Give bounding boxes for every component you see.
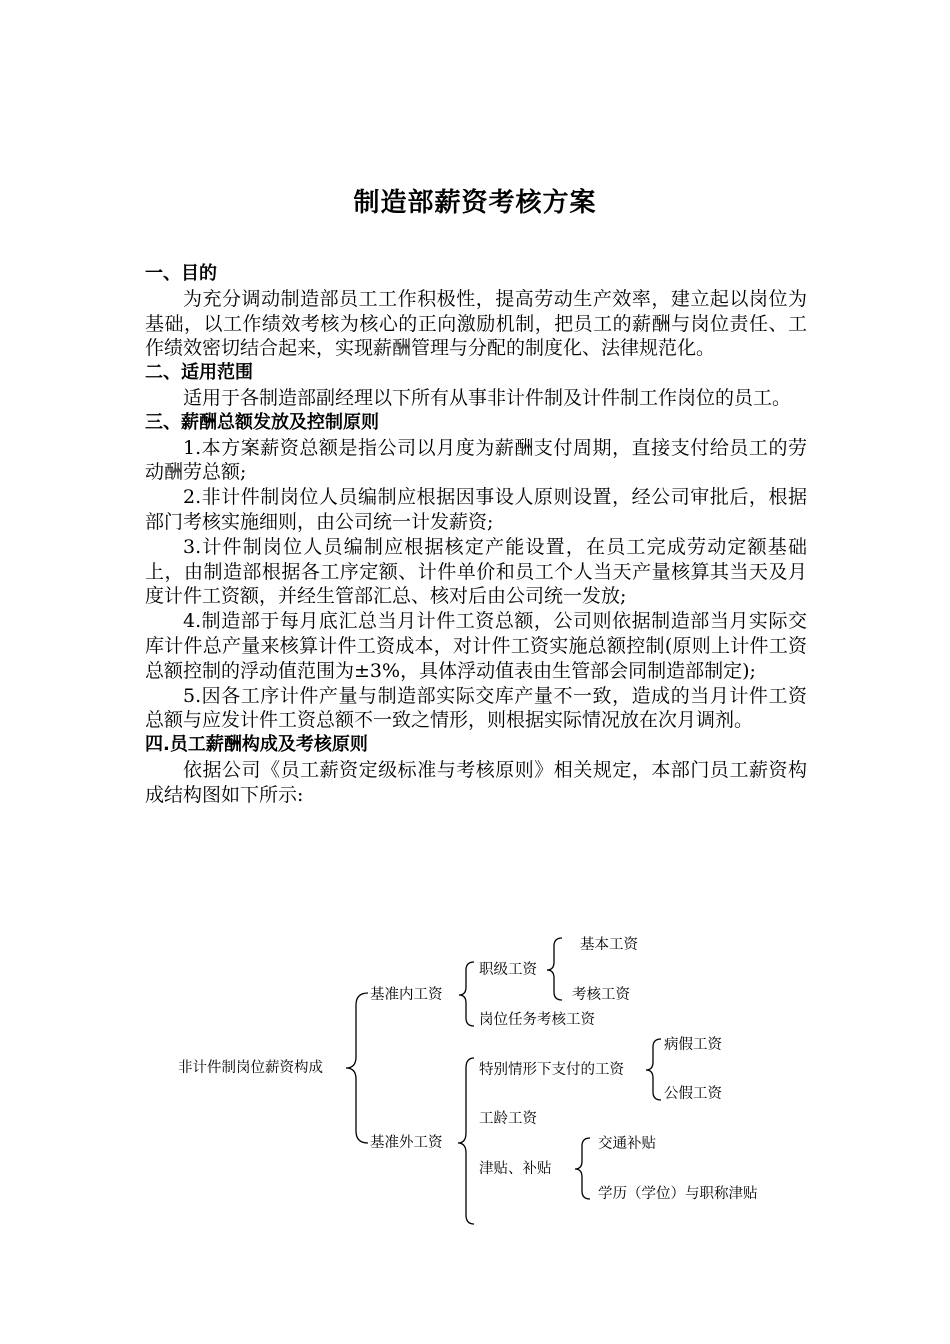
paragraph: 2.非计件制岗位人员编制应根据因事设人原则设置，经公司审批后，根据部门考核实施细则，由公司统一计发薪资;	[145, 486, 807, 533]
paragraph: 适用于各制造部副经理以下所有从事非计件制及计件制工作岗位的员工。	[183, 386, 792, 409]
page-title: 制造部薪资考核方案	[353, 188, 597, 218]
diagram-transport-allowance: 交通补贴	[598, 1136, 656, 1152]
allowance-bracket	[575, 1138, 590, 1199]
diagram-outer-wage: 基准外工资	[370, 1135, 443, 1151]
special-bracket	[646, 1039, 661, 1100]
grade-bracket	[547, 938, 562, 1000]
section-heading: 二、适用范围	[145, 362, 253, 384]
section-heading: 三、薪酬总额发放及控制原则	[145, 411, 379, 433]
diagram-base-wage: 基本工资	[580, 937, 638, 953]
inner-bracket	[459, 962, 474, 1026]
diagram-sick-leave: 病假工资	[664, 1037, 722, 1053]
paragraph: 5.因各工序计件产量与制造部实际交库产量不一致，造成的当月计件工资总额与应发计件工资总额不一致之情形，则根据实际情况放在次月调剂。	[145, 684, 807, 732]
diagram-public-leave: 公假工资	[664, 1086, 722, 1102]
outer-bracket	[458, 1058, 474, 1224]
section-heading: 一、目的	[145, 263, 217, 284]
root-bracket	[346, 993, 368, 1143]
paragraph: 3.计件制岗位人员编制应根据核定产能设置，在员工完成劳动定额基础上，由制造部根据各工序定额、计件单价和员工个人当天产量核算其当天及月度计件工资额，并经生管部汇总、核对后由公司统一发放;	[145, 535, 807, 608]
diagram-allowances: 津贴、补贴	[479, 1161, 552, 1177]
diagram-education-allowance: 学历（学位）与职称津贴	[598, 1186, 758, 1202]
paragraph: 为充分调动制造部员工工作积极性，提高劳动生产效率，建立起以岗位为基础，以工作绩效考核为核心的正向激励机制，把员工的薪酬与岗位责任、工作绩效密切结合起来，实现薪酬管理与分配的制度化、法律规范化。	[145, 287, 807, 360]
section-heading: 四.员工薪酬构成及考核原则	[145, 734, 368, 756]
diagram-post-task-wage: 岗位任务考核工资	[479, 1012, 595, 1028]
paragraph: 1.本方案薪资总额是指公司以月度为薪酬支付周期，直接支付给员工的劳动酬劳总额;	[145, 436, 807, 484]
paragraph: 依据公司《员工薪资定级标准与考核原则》相关规定，本部门员工薪资构成结构图如下所示:	[145, 758, 807, 806]
diagram-seniority-wage: 工龄工资	[479, 1111, 537, 1127]
diagram-special-pay: 特别情形下支付的工资	[479, 1062, 624, 1078]
diagram-root: 非计件制岗位薪资构成	[178, 1060, 323, 1076]
diagram-inner-wage: 基准内工资	[370, 987, 443, 1003]
diagram-assessment-wage: 考核工资	[572, 987, 630, 1003]
paragraph: 4.制造部于每月底汇总当月计件工资总额，公司则依据制造部当月实际交库计件总产量来核算计件工资成本，对计件工资实施总额控制(原则上计件工资总额控制的浮动值范围为±3%，具体浮动值表由生管部会同制造部制定);	[145, 610, 807, 682]
diagram-grade-wage: 职级工资	[479, 962, 537, 978]
